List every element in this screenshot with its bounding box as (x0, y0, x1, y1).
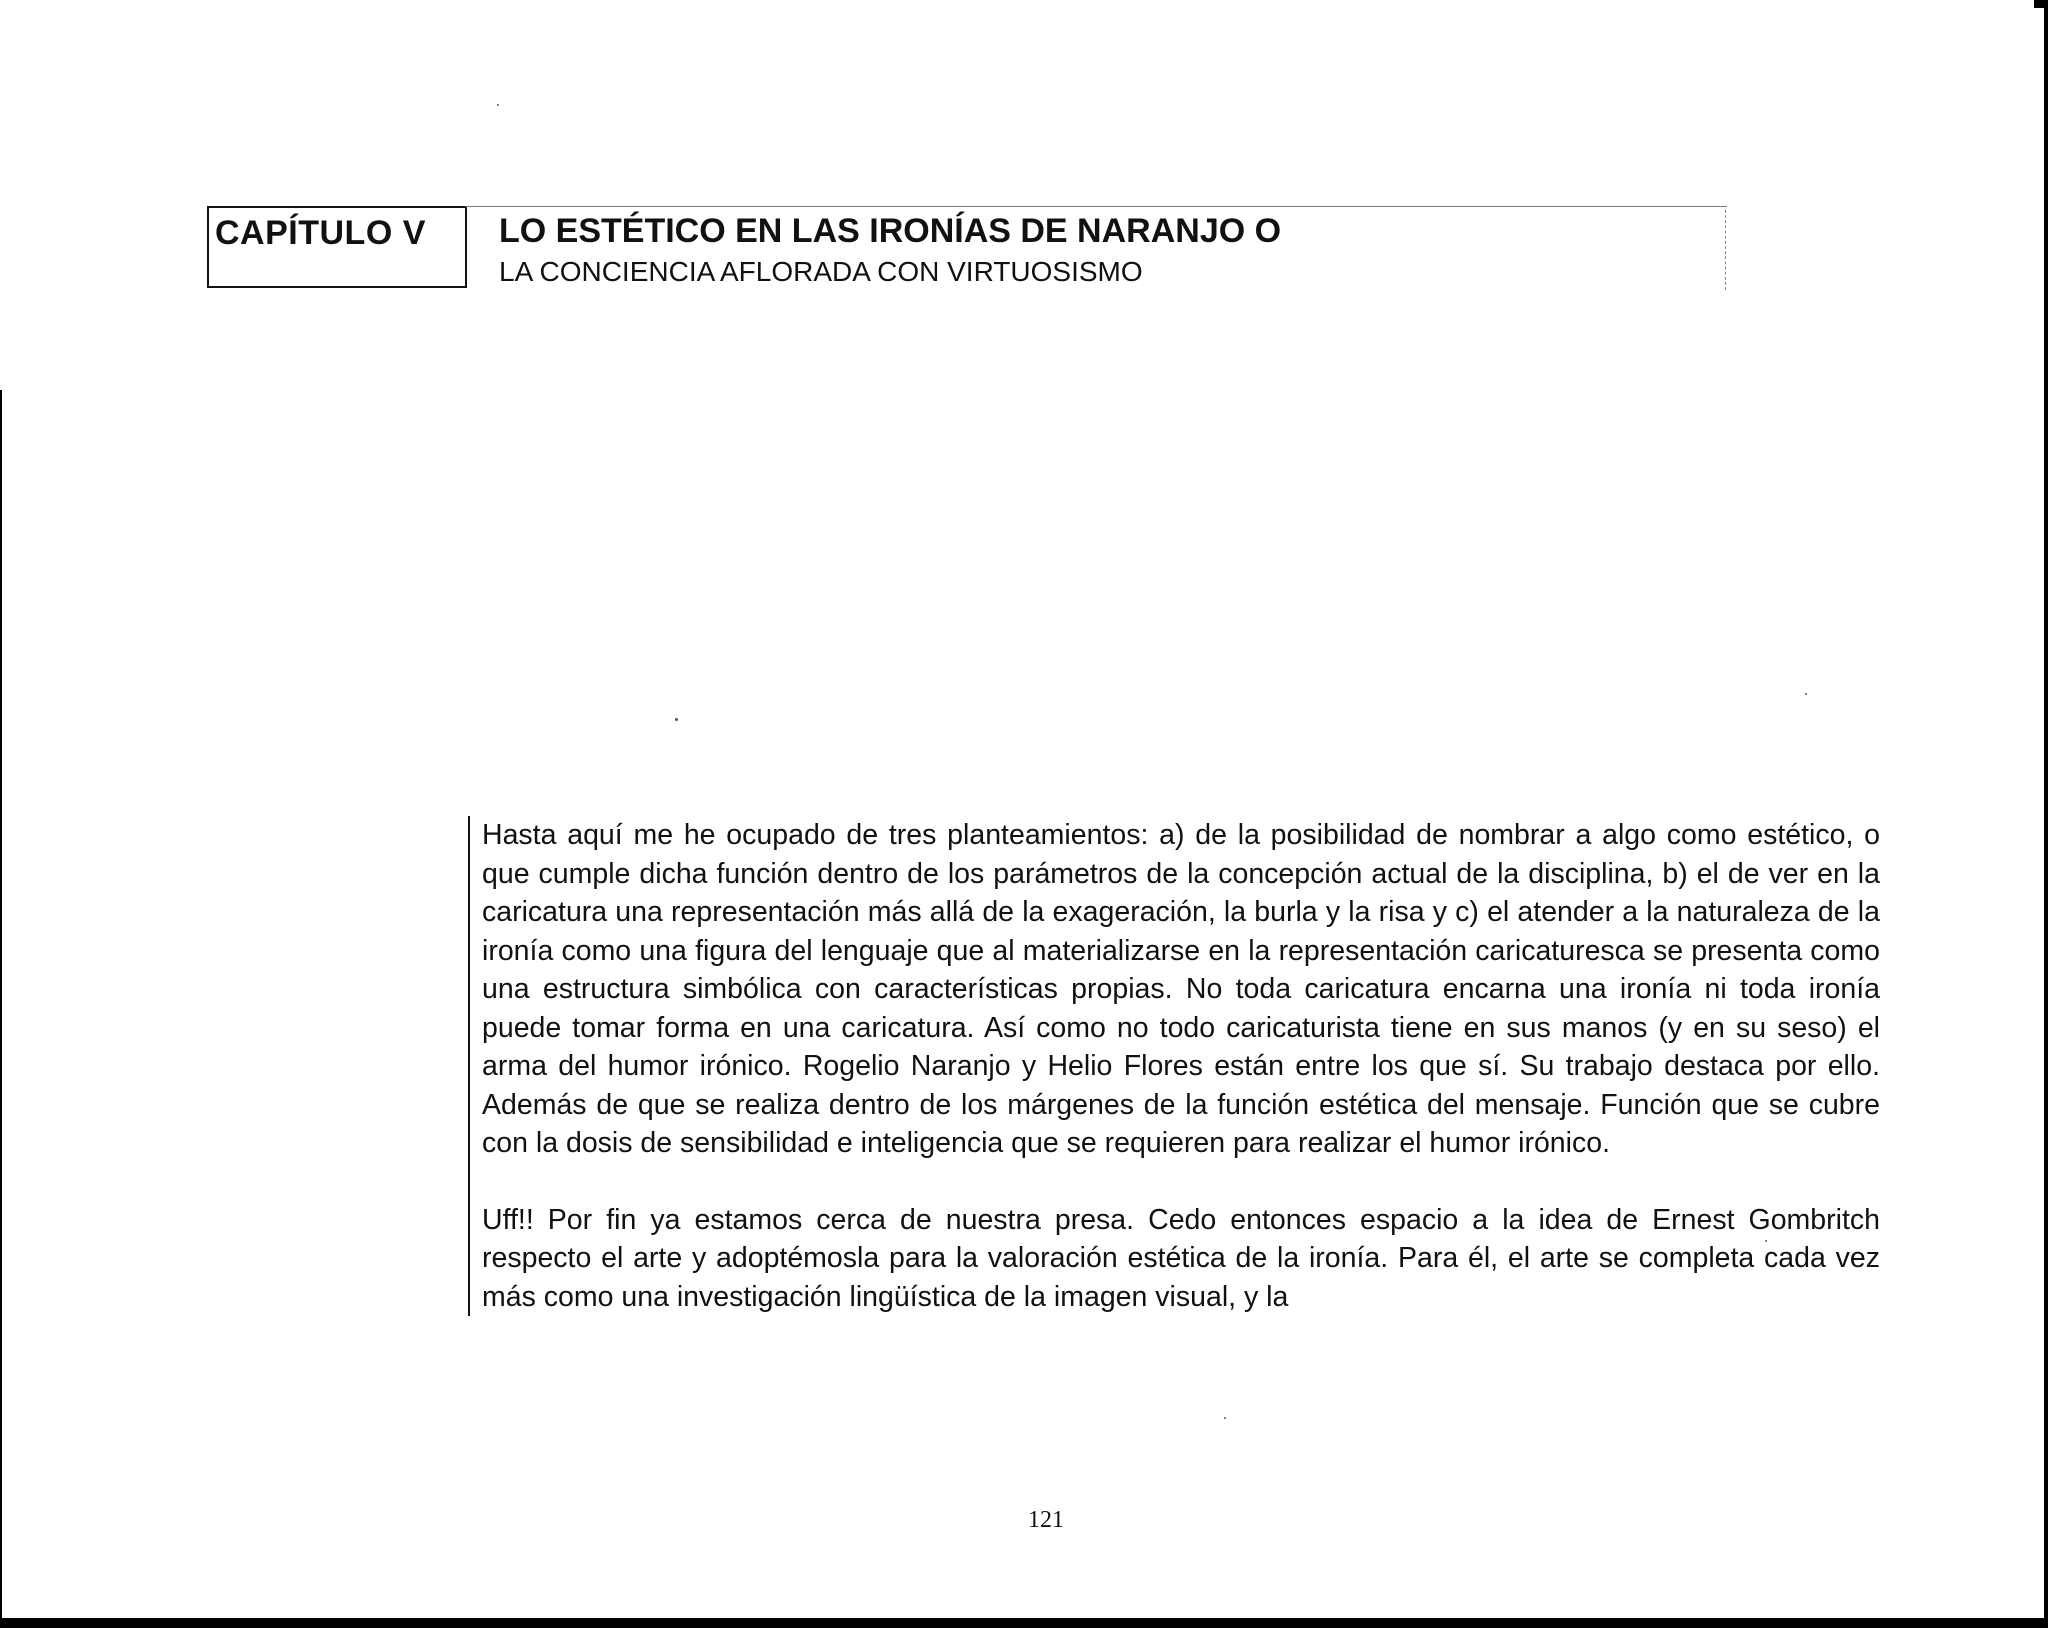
scan-speck (675, 718, 678, 721)
scan-edge-left (0, 390, 2, 1628)
title-right-rule (1725, 210, 1727, 290)
scan-edge-bottom (0, 1618, 2048, 1628)
chapter-subtitle: LA CONCIENCIA AFLORADA CON VIRTUOSISMO (499, 256, 1143, 287)
chapter-label-box (207, 206, 467, 288)
scan-speck (1805, 693, 1807, 695)
scan-edge-right (2044, 0, 2048, 1628)
paragraph-2: Uff!! Por fin ya estamos cerca de nuestra presa. Cedo entonces espacio a la idea de Ernest Gombritch respecto el arte y adoptémosla para la valoración estética de la ironía. Para él, el arte se completa cada vez más como una investigación lingüística de la imagen visual, y la (482, 1203, 1880, 1313)
scan-speck (1224, 1417, 1226, 1419)
chapter-header (207, 206, 1727, 296)
scan-speck (497, 104, 499, 106)
title-top-rule (465, 206, 1727, 207)
chapter-label: CAPÍTULO V (215, 214, 426, 252)
body-text (468, 816, 1880, 1316)
scan-speck (1765, 1240, 1767, 1242)
page-number: 121 (1028, 1507, 1064, 1533)
chapter-title: LO ESTÉTICO EN LAS IRONÍAS DE NARANJO O (499, 212, 1282, 250)
scan-corner-mark (2034, 0, 2048, 8)
paragraph-1: Hasta aquí me he ocupado de tres planteamientos: a) de la posibilidad de nombrar a algo como estético, o que cumple dicha función dentro de los parámetros de la concepción actual de la disciplina, b) el de ver en la caricatura una representación más allá de la exageración, la burla y la risa y c) el atender a la naturaleza de la ironía como una figura del lenguaje que al materializarse en la representación caricaturesca se presenta como una estructura simbólica con características propias. No toda caricatura encarna una ironía ni toda ironía puede tomar forma en una caricatura. Así como no todo caricaturista tiene en sus manos (y en su seso) el arma del humor irónico. Rogelio Naranjo y Helio Flores están entre los que sí. Su trabajo destaca por ello. Además de que se realiza dentro de los márgenes de la función estética del mensaje. Función que se cubre con la dosis de sensibilidad e inteligencia que se requieren para realizar el humor irónico. (482, 819, 1880, 1159)
